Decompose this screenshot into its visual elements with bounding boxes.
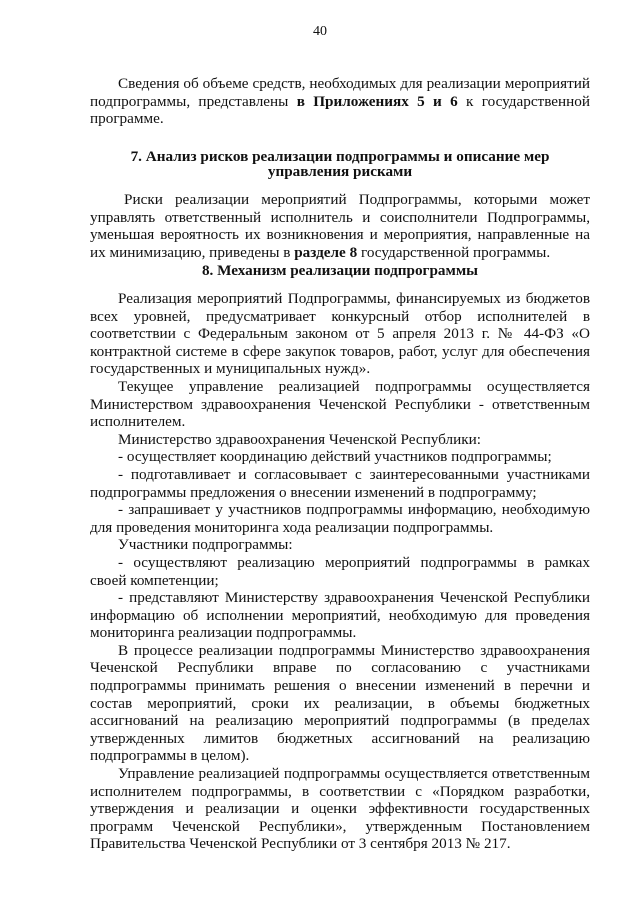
list-item: - осуществляют реализацию мероприятий подпрограммы в рамках своей компетенции; — [90, 553, 590, 589]
section-7-text-before: Риски реализации мероприятий Подпрограммы, которыми может управлять ответственный исполнитель и соисполнители Подпрограммы, уменьшая вероятность их возникновения и мероприятия, направленные на их минимизацию, приведены в — [90, 191, 590, 261]
list-item: - представляют Министерству здравоохранения Чеченской Республики информацию об исполнении мероприятий, необходимую для проведения мониторинга реализации подпрограммы. — [90, 589, 590, 642]
section-8-paragraph: Участники подпрограммы: — [118, 536, 293, 554]
section-7-title: 7. Анализ рисков реализации подпрограммы и описание мер управления рисками — [130, 148, 550, 180]
section-8 — [90, 263, 590, 853]
section-8-paragraph: Министерство здравоохранения Чеченской Республики: — [118, 430, 481, 448]
list-item: - подготавливает и согласовывает с заинтересованными участниками подпрограммы предложения о внесении изменений в подпрограмму; — [90, 465, 590, 501]
list-item: - осуществляет координацию действий участников подпрограммы; — [118, 448, 552, 466]
page-number: 40 — [313, 24, 327, 39]
section-8-title: 8. Механизм реализации подпрограммы — [201, 262, 479, 279]
section-8-paragraph: Управление реализацией подпрограммы осуществляется ответственным исполнителем подпрограммы, в соответствии с «Порядком разработки, утверждения и реализации и оценки эффективности государственных программ Чеченской Республики», утвержденным Постановлением Правительства Чеченской Республики от 3 сентября 2013 № 217. — [90, 765, 590, 853]
section-7-bold-ref: разделе 8 — [294, 243, 358, 261]
section-8-paragraph: Текущее управление реализацией подпрограммы осуществляется Министерством здравоохранения Чеченской Республики - ответственным исполнителем. — [90, 377, 590, 431]
list-item: - запрашивает у участников подпрограммы информацию, необходимую для проведения мониторинга хода реализации подпрограммы. — [90, 501, 590, 536]
section-8-body — [90, 290, 590, 853]
section-8-paragraph: Реализация мероприятий Подпрограммы, финансируемых из бюджетов всех уровней, предусматривает конкурсный отбор исполнителей в соответствии с Федеральным законом от 5 апреля 2013 г. № 44-ФЗ «О контрактной системе в сфере закупок товаров, работ, услуг для обеспечения государственных и муниципальных нужд». — [90, 290, 590, 378]
intro-paragraph — [90, 75, 590, 128]
section-7 — [90, 149, 590, 261]
intro-bold-ref: в Приложениях 5 и 6 — [296, 92, 458, 110]
section-7-text-after: государственной программы. — [357, 243, 551, 261]
section-8-paragraph: В процессе реализации подпрограммы Министерство здравоохранения Чеченской Республики вправе по согласованию с участниками подпрограммы принимать решения о внесении изменений в перечни и состав мероприятий, сроки их реализации, в объемы бюджетных ассигнований на реализацию мероприятий подпрограммы (в пределах утвержденных лимитов бюджетных ассигнований на реализацию подпрограммы в целом). — [90, 641, 590, 765]
intro-text-after: к государственной программе. — [90, 92, 590, 128]
intro-text-before: Сведения об объеме средств, необходимых для реализации мероприятий подпрограммы, представлены — [90, 75, 590, 110]
